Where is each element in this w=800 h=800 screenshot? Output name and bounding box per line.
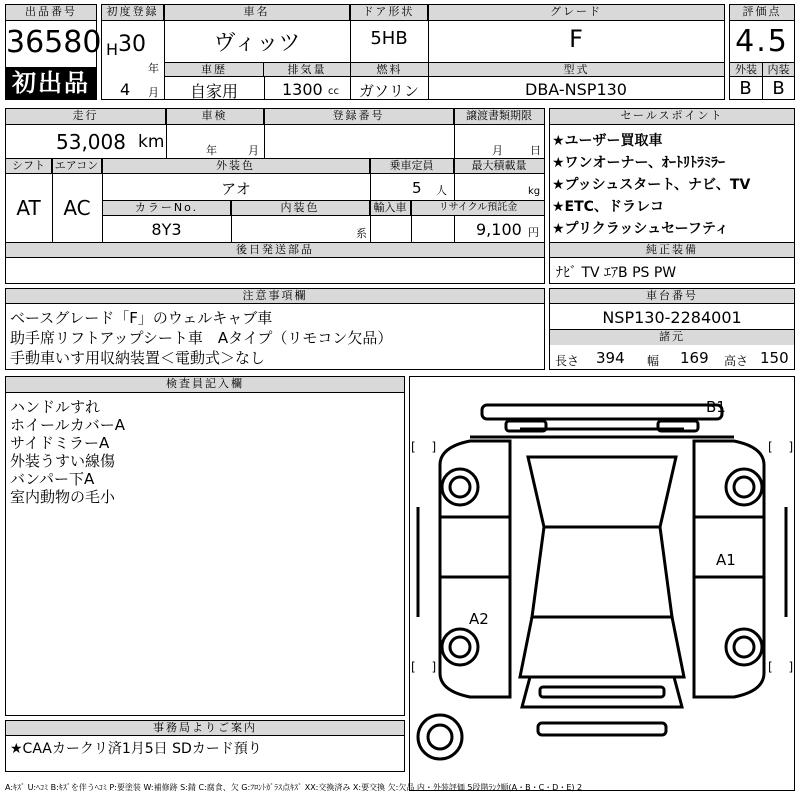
int-label: 内装 [763, 63, 794, 77]
shift-label: シフト [6, 159, 52, 174]
displacement-value: 1300 [282, 80, 323, 99]
mileage-unit: km [138, 132, 165, 152]
grade-value: F [569, 25, 583, 53]
car-name-label: 車名 [164, 5, 350, 21]
reg-month: 4 [120, 80, 131, 99]
displacement-unit: cc [328, 86, 339, 97]
legend-text: A:ｷｽﾞ U:ﾍｺﾐ B:ｷｽﾞを伴うﾍｺﾐ P:要塗装 W:補修跡 S:錆 C:腐食、欠 G:ﾌﾛﾝﾄｶﾞﾗｽ点ｷｽﾞ XX:交換済み X:要交換 欠:欠品 内・外装評価 5段階ﾗﾝｸ順(A・B・C・D・E) 2 [5, 783, 583, 792]
shift-value: AT [16, 196, 41, 220]
capacity-value: 5 [412, 179, 422, 197]
width-value: 169 [680, 349, 709, 367]
int-color-label: 内装色 [231, 201, 370, 216]
lot-box [5, 4, 102, 100]
car-outline [418, 405, 786, 759]
sales-point-5: ★プリクラッシュセーフティ [552, 221, 729, 237]
inspector-line-2: ホイールカバーA [10, 416, 125, 434]
height-value: 150 [760, 349, 789, 367]
bracket-right-1: [ ] [768, 440, 800, 454]
note-line-1: ベースグレード「F」のウェルキャブ車 [10, 309, 273, 327]
mileage-label: 走行 [6, 109, 166, 125]
month-unit: 月 [148, 86, 159, 99]
score-label: 評価点 [730, 5, 794, 21]
damage-mark-a2: A2 [469, 610, 489, 628]
height-label: 高さ [724, 354, 749, 368]
year-unit: 年 [148, 62, 159, 75]
note-line-3: 手動車いす用収納装置＜電動式＞なし [10, 349, 266, 367]
dims-label: 諸元 [550, 330, 794, 345]
sales-point-4: ★ETC、ドラレコ [552, 199, 664, 215]
history-label: 車歴 [165, 63, 264, 77]
transfer-month: 月 [492, 144, 503, 157]
door-label: ドア形状 [350, 5, 428, 21]
insp-month-unit: 月 [248, 144, 259, 157]
ext-color-label: 外装色 [102, 159, 370, 174]
door-type: 5HB [370, 28, 408, 49]
ext-score: B [739, 78, 752, 99]
bracket-left-2: [ ] [411, 660, 443, 674]
int-score: B [772, 78, 785, 99]
car-diagram [410, 377, 794, 789]
model-label: 型式 [429, 63, 724, 77]
transfer-label: 譲渡書類期限 [454, 109, 544, 125]
import-label: 輸入車 [370, 201, 411, 216]
max-load-label: 最大積載量 [454, 159, 544, 174]
lot-label: 出品番号 [6, 5, 96, 21]
fuel-value: ガソリン [358, 82, 419, 100]
chassis-value: NSP130-2284001 [602, 308, 742, 327]
ext-label: 外装 [730, 63, 762, 77]
reg-no-label: 登録番号 [264, 109, 454, 125]
int-color-unit: 系 [356, 227, 367, 240]
history-value: 自家用 [189, 82, 238, 101]
model-value: DBA-NSP130 [525, 80, 627, 99]
max-load-unit: kg [528, 186, 541, 197]
first-listing-badge: 初出品 [6, 67, 96, 99]
first-reg-label: 初度登録 [102, 5, 164, 21]
color-no-label: カラーNo. [103, 201, 231, 216]
damage-mark-a1: A1 [716, 551, 736, 569]
color-no-value: 8Y3 [151, 220, 182, 239]
sales-point-2: ★ワンオーナー、ｵｰﾄﾘﾄﾗﾐﾗｰ [552, 155, 725, 171]
reg-year: 30 [118, 32, 146, 57]
inspector-line-6: 室内動物の毛小 [10, 488, 116, 506]
sales-points-label: セールスポイント [550, 109, 794, 125]
recycle-value: 9,100 [476, 220, 522, 239]
office-label: 事務局よりご案内 [6, 721, 404, 736]
inspector-label: 検査員記入欄 [6, 377, 404, 393]
later-parts-label: 後日発送部品 [6, 243, 544, 258]
era: H [106, 40, 119, 59]
insp-year-unit: 年 [206, 144, 217, 157]
inspection-label: 車検 [166, 109, 264, 125]
mileage-value: 53,008 [56, 130, 126, 154]
ac-value: AC [63, 196, 91, 220]
score-value: 4.5 [735, 24, 789, 59]
damage-mark-b1: B1 [706, 398, 726, 416]
equipment-label: 純正装備 [550, 243, 794, 258]
displacement-label: 排気量 [264, 63, 350, 77]
width-label: 幅 [647, 354, 660, 368]
car-name: ヴィッツ [213, 31, 301, 56]
bracket-right-2: [ ] [768, 660, 800, 674]
length-label: 長さ [555, 354, 580, 368]
capacity-label: 乗車定員 [370, 159, 454, 174]
equipment-value: ﾅﾋﾞ TV ｴｱB PS PW [556, 265, 677, 281]
lot-number: 36580 [6, 25, 102, 60]
inspector-line-4: 外装うすい線傷 [10, 452, 116, 470]
ext-color-value: アオ [221, 180, 251, 198]
grade-label: グレード [428, 5, 724, 21]
inspector-line-1: ハンドルすれ [10, 398, 101, 416]
length-value: 394 [596, 349, 625, 367]
office-text: ★CAAカークリ済1月5日 SDカード預り [10, 741, 262, 757]
note-line-2: 助手席リフトアップシート車 Aタイプ（リモコン欠品） [10, 329, 393, 347]
inspector-line-5: バンパー下A [10, 470, 95, 488]
chassis-label: 車台番号 [550, 289, 794, 304]
sales-point-3: ★プッシュスタート、ナビ、TV [552, 177, 751, 193]
transfer-day: 日 [530, 144, 541, 157]
ac-label: エアコン [52, 159, 102, 174]
capacity-unit: 人 [436, 184, 447, 197]
fuel-label: 燃料 [351, 63, 428, 77]
sales-point-1: ★ユーザー買取車 [552, 133, 663, 149]
recycle-label: リサイクル預託金 [412, 201, 544, 216]
notes-label: 注意事項欄 [6, 289, 544, 304]
recycle-unit: 円 [528, 226, 539, 239]
bracket-left-1: [ ] [411, 440, 443, 454]
inspector-line-3: サイドミラーA [10, 434, 110, 452]
